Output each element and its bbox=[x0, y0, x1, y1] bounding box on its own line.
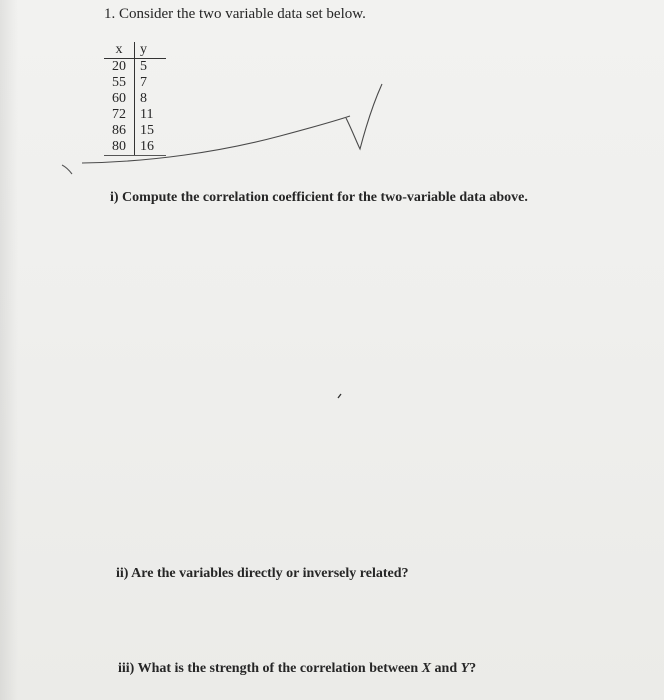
cell-x: 86 bbox=[104, 123, 135, 139]
header-y: y bbox=[135, 42, 167, 59]
variable-x: X bbox=[421, 661, 432, 676]
part-iii-prefix: iii) What is the strength of the correlation between bbox=[118, 661, 422, 676]
cell-x: 80 bbox=[104, 139, 135, 156]
question-part-iii bbox=[118, 661, 476, 677]
cell-x: 60 bbox=[104, 91, 135, 107]
header-x: x bbox=[104, 42, 135, 59]
cell-y: 5 bbox=[140, 59, 147, 74]
part-iii-and: and bbox=[431, 661, 461, 676]
cell-y: 7 bbox=[140, 75, 147, 90]
cell-y: 16 bbox=[135, 139, 167, 156]
question-part-ii: ii) Are the variables directly or inversely related? bbox=[116, 566, 409, 581]
variable-y: Y bbox=[460, 661, 470, 676]
part-iii-suffix: ? bbox=[469, 661, 477, 676]
cell-y: 8 bbox=[140, 91, 147, 106]
pen-stroke-check bbox=[346, 84, 382, 149]
cell-y: 11 bbox=[140, 107, 154, 122]
pen-stroke-curve bbox=[82, 116, 350, 163]
cell-x: 55 bbox=[104, 75, 135, 91]
cell-y: 15 bbox=[140, 123, 154, 138]
question-title: 1. Consider the two variable data set below. bbox=[104, 6, 366, 22]
cell-x: 72 bbox=[104, 107, 135, 123]
question-part-i: i) Compute the correlation coefficient for the two-variable data above. bbox=[110, 190, 528, 205]
cell-x: 20 bbox=[104, 59, 135, 76]
pen-stroke-tick bbox=[62, 165, 72, 174]
pen-dot bbox=[338, 394, 341, 398]
